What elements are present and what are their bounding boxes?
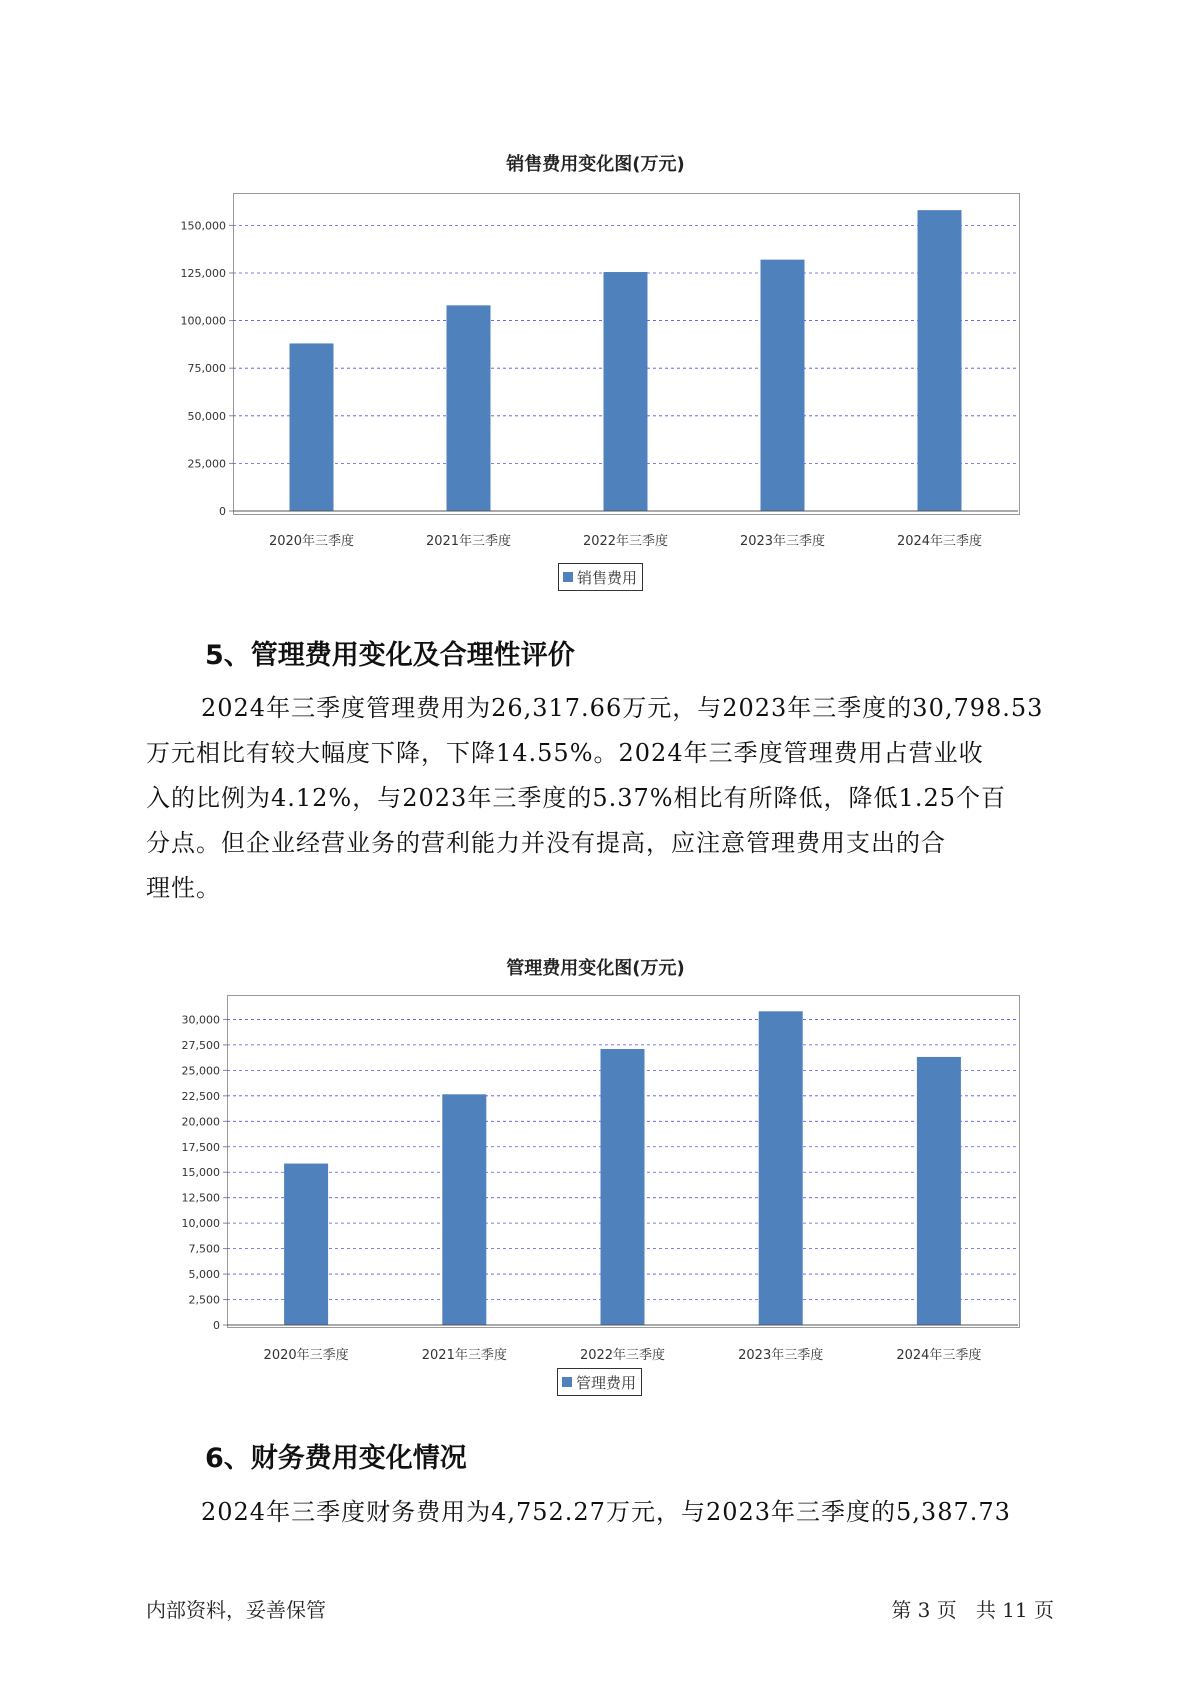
y-tick-label: 25,000 — [181, 1064, 220, 1078]
bar — [759, 1011, 803, 1325]
paragraph-line: 2024年三季度管理费用为26,317.66万元，与2023年三季度的30,798.53 — [201, 694, 1044, 722]
y-tick-label: 50,000 — [187, 409, 226, 423]
paragraph-line: 2024年三季度财务费用为4,752.27万元，与2023年三季度的5,387.73 — [201, 1498, 1011, 1526]
bar — [601, 1049, 645, 1325]
section5-heading: 5、管理费用变化及合理性评价 — [205, 640, 575, 671]
y-tick-label: 22,500 — [181, 1089, 220, 1103]
y-tick-label: 15,000 — [181, 1166, 220, 1180]
chart2-legend — [557, 1368, 642, 1396]
x-tick-label: 2024年三季度 — [896, 534, 983, 549]
x-tick-label: 2024年三季度 — [896, 1348, 982, 1363]
chart2-legend-label: 管理费用 — [576, 1373, 637, 1392]
paragraph-line: 入的比例为4.12%，与2023年三季度的5.37%相比有所降低，降低1.25个百 — [146, 784, 1006, 812]
chart1-title: 销售费用变化图(万元) — [506, 154, 685, 175]
x-tick-label: 2020年三季度 — [263, 1348, 349, 1363]
paragraph-line: 理性。 — [146, 874, 221, 902]
y-tick-label: 150,000 — [180, 219, 226, 233]
y-tick-label: 75,000 — [187, 362, 226, 376]
y-tick-label: 25,000 — [187, 457, 226, 471]
legend-swatch — [562, 1377, 572, 1387]
bar — [917, 1057, 961, 1325]
x-tick-label: 2022年三季度 — [582, 534, 669, 549]
section6-heading: 6、财务费用变化情况 — [205, 1443, 467, 1474]
paragraph-line: 万元相比有较大幅度下降，下降14.55%。2024年三季度管理费用占营业收 — [146, 739, 984, 767]
y-tick-label: 12,500 — [181, 1191, 220, 1205]
y-tick-label: 125,000 — [180, 266, 226, 280]
y-tick-label: 17,500 — [181, 1140, 220, 1154]
y-tick-label: 30,000 — [181, 1013, 220, 1027]
y-tick-label: 27,500 — [181, 1038, 220, 1052]
y-tick-label: 100,000 — [180, 314, 226, 328]
chart2-title: 管理费用变化图(万元) — [506, 958, 685, 979]
paragraph-line: 分点。但企业经营业务的营利能力并没有提高，应注意管理费用支出的合 — [146, 829, 946, 857]
x-tick-label: 2022年三季度 — [579, 1348, 666, 1363]
y-tick-label: 20,000 — [181, 1115, 220, 1129]
y-tick-label: 2,500 — [188, 1293, 220, 1307]
y-tick-label: 0 — [213, 1319, 220, 1332]
bar — [442, 1094, 486, 1325]
x-tick-label: 2020年三季度 — [268, 534, 355, 549]
bar — [284, 1164, 328, 1325]
y-tick-label: 7,500 — [188, 1242, 220, 1256]
y-tick-label: 10,000 — [181, 1217, 220, 1231]
y-tick-label: 5,000 — [188, 1268, 220, 1282]
x-tick-label: 2021年三季度 — [425, 534, 512, 549]
x-tick-label: 2021年三季度 — [421, 1348, 507, 1363]
y-tick-label: 0 — [219, 505, 226, 518]
chart1-legend-label: 销售费用 — [577, 568, 638, 587]
x-tick-label: 2023年三季度 — [739, 534, 826, 549]
x-tick-label: 2023年三季度 — [738, 1348, 824, 1363]
footer-confidential: 内部资料，妥善保管 — [146, 1598, 326, 1622]
footer-page-number: 第 3 页 共 11 页 — [891, 1598, 1054, 1622]
section6-paragraph — [146, 1490, 1076, 1535]
